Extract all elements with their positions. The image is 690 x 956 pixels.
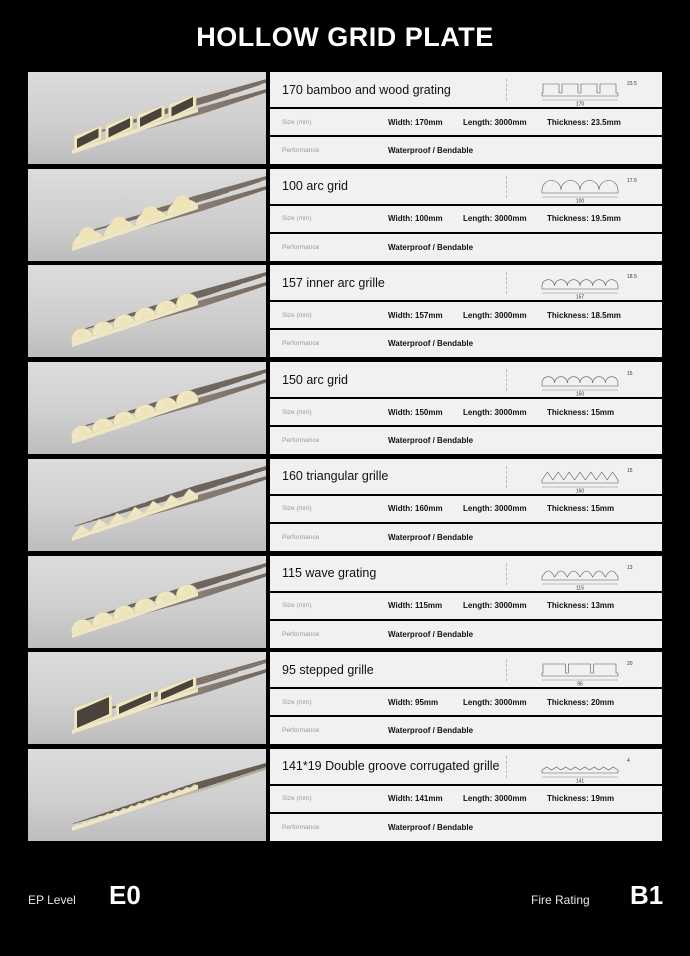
product-photo — [28, 459, 266, 551]
profile-diagram — [506, 653, 656, 686]
spec-thickness: Thickness: 13mm — [547, 601, 615, 610]
product-info — [270, 459, 662, 551]
panel-photo-board — [72, 749, 266, 831]
performance-value: Waterproof / Bendable — [388, 532, 474, 542]
performance-label: Performance — [282, 727, 320, 735]
spec-thickness: Thickness: 15mm — [547, 407, 615, 417]
size-label: Size (mm) — [282, 505, 312, 513]
product-header — [270, 652, 662, 687]
size-label: Size (mm) — [282, 215, 312, 223]
panel-photo-board — [71, 265, 266, 347]
profile-diagram — [506, 266, 656, 299]
product-name: 141*19 Double groove corrugated grille — [282, 759, 500, 774]
spec-length: Length: 3000mm — [463, 504, 527, 514]
spec-length: Length: 3000mm — [463, 697, 527, 707]
panel-photo-board — [71, 556, 266, 638]
performance-label: Performance — [282, 340, 320, 348]
product-info — [270, 265, 662, 357]
diagram-width-label: 100 — [575, 198, 585, 203]
performance-label: Performance — [282, 630, 320, 638]
profile-diagram — [506, 170, 656, 203]
spec-length: Length: 3000mm — [463, 601, 527, 610]
spec-width: Width: 95mm — [388, 697, 439, 707]
size-label: Size (mm) — [282, 795, 312, 803]
product-info — [270, 652, 662, 744]
product-row — [28, 169, 662, 261]
size-row — [270, 786, 662, 812]
product-info — [270, 556, 662, 648]
performance-value: Waterproof / Bendable — [388, 146, 474, 155]
product-header — [270, 265, 662, 300]
product-name: 115 wave grating — [282, 566, 377, 580]
size-row — [270, 689, 662, 715]
diagram-width-label: 95 — [577, 681, 583, 687]
diagram-thickness-label: 17.5 — [627, 177, 637, 184]
spec-thickness: Thickness: 19mm — [547, 794, 615, 804]
profile-diagram — [506, 750, 656, 783]
product-row — [28, 362, 662, 454]
spec-width: Width: 115mm — [388, 601, 443, 610]
spec-width: Width: 170mm — [388, 117, 443, 127]
product-header — [270, 72, 662, 107]
profile-diagram — [506, 460, 656, 493]
product-photo — [28, 265, 266, 357]
spec-length: Length: 3000mm — [463, 407, 527, 417]
performance-row — [270, 330, 662, 357]
diagram-width-label: 115 — [576, 585, 584, 590]
product-header — [270, 556, 662, 591]
product-row — [28, 749, 662, 841]
profile-diagram — [506, 73, 656, 106]
diagram-thickness-label: 15 — [627, 371, 633, 378]
diagram-width-label: 150 — [575, 391, 585, 397]
spec-length: Length: 3000mm — [463, 214, 527, 224]
ep-level-label: EP Level — [28, 893, 76, 907]
product-header — [270, 459, 662, 494]
product-name: 150 arc grid — [282, 372, 349, 387]
performance-label: Performance — [282, 823, 320, 831]
performance-row — [270, 427, 662, 454]
performance-value: Waterproof / Bendable — [388, 822, 474, 832]
size-row — [270, 302, 662, 328]
product-row — [28, 72, 662, 164]
performance-row — [270, 717, 662, 744]
performance-row — [270, 621, 662, 648]
panel-photo-board — [71, 362, 266, 444]
diagram-thickness-label: 20 — [627, 661, 633, 668]
product-photo — [28, 362, 266, 454]
product-photo — [28, 169, 266, 261]
diagram-thickness-label: 18.5 — [627, 274, 637, 281]
diagram-thickness-label: 15 — [627, 467, 633, 474]
product-info — [270, 362, 662, 454]
size-label: Size (mm) — [282, 408, 312, 416]
panel-photo-board — [72, 72, 266, 154]
profile-diagram — [506, 363, 656, 396]
product-info — [270, 72, 662, 164]
product-photo — [28, 652, 266, 744]
profile-diagram — [506, 557, 656, 590]
spec-thickness: Thickness: 18.5mm — [547, 310, 621, 320]
size-row — [270, 206, 662, 232]
size-row — [270, 109, 662, 135]
size-row — [270, 496, 662, 522]
performance-row — [270, 814, 662, 841]
spec-thickness: Thickness: 20mm — [547, 697, 615, 707]
panel-photo-board — [72, 652, 266, 734]
size-row — [270, 399, 662, 425]
product-name: 170 bamboo and wood grating — [282, 82, 451, 97]
spec-length: Length: 3000mm — [463, 310, 527, 320]
size-label: Size (mm) — [282, 698, 312, 706]
product-header — [270, 362, 662, 397]
size-label: Size (mm) — [282, 311, 312, 319]
page-title: HOLLOW GRID PLATE — [196, 22, 494, 52]
performance-label: Performance — [282, 147, 320, 154]
spec-thickness: Thickness: 15mm — [547, 504, 615, 514]
size-label: Size (mm) — [282, 602, 312, 609]
product-photo — [28, 749, 266, 841]
performance-value: Waterproof / Bendable — [388, 436, 474, 446]
performance-row — [270, 137, 662, 164]
performance-value: Waterproof / Bendable — [388, 629, 474, 639]
product-photo — [28, 556, 266, 648]
panel-photo-board — [72, 169, 266, 251]
diagram-thickness-label: 4 — [627, 757, 630, 764]
fire-rating-value: B1 — [630, 880, 664, 910]
performance-row — [270, 524, 662, 551]
spec-width: Width: 100mm — [388, 214, 443, 224]
diagram-width-label: 141 — [575, 778, 585, 783]
diagram-width-label: 160 — [575, 488, 585, 493]
product-name: 95 stepped grille — [282, 662, 374, 677]
product-header — [270, 749, 662, 784]
performance-row — [270, 234, 662, 261]
fire-rating-label: Fire Rating — [531, 893, 590, 907]
spec-width: Width: 150mm — [388, 407, 443, 417]
spec-length: Length: 3000mm — [463, 117, 527, 127]
performance-value: Waterproof / Bendable — [388, 726, 474, 736]
product-row — [28, 459, 662, 551]
size-label: Size (mm) — [282, 118, 312, 126]
spec-width: Width: 157mm — [388, 310, 443, 320]
product-header — [270, 169, 662, 204]
product-name: 100 arc grid — [282, 179, 349, 194]
spec-thickness: Thickness: 23.5mm — [547, 117, 621, 127]
diagram-width-label: 170 — [575, 101, 585, 106]
performance-label: Performance — [282, 533, 320, 541]
performance-value: Waterproof / Bendable — [388, 242, 474, 252]
product-name: 157 inner arc grille — [282, 275, 385, 290]
spec-thickness: Thickness: 19.5mm — [547, 214, 621, 224]
performance-value: Waterproof / Bendable — [388, 339, 474, 349]
product-row — [28, 556, 662, 648]
diagram-thickness-label: 23.5 — [627, 81, 637, 87]
product-info — [270, 749, 662, 841]
product-info — [270, 169, 662, 261]
performance-label: Performance — [282, 243, 320, 251]
product-name: 160 triangular grille — [282, 469, 389, 484]
product-row — [28, 265, 662, 357]
spec-width: Width: 141mm — [388, 794, 443, 804]
product-photo — [28, 72, 266, 164]
performance-label: Performance — [282, 437, 320, 445]
spec-length: Length: 3000mm — [463, 794, 527, 804]
diagram-width-label: 157 — [575, 294, 585, 300]
diagram-thickness-label: 13 — [627, 564, 633, 571]
ep-level-value: E0 — [109, 880, 141, 910]
size-row — [270, 593, 662, 619]
product-row — [28, 652, 662, 744]
panel-photo-board — [72, 459, 266, 541]
spec-width: Width: 160mm — [388, 504, 443, 514]
